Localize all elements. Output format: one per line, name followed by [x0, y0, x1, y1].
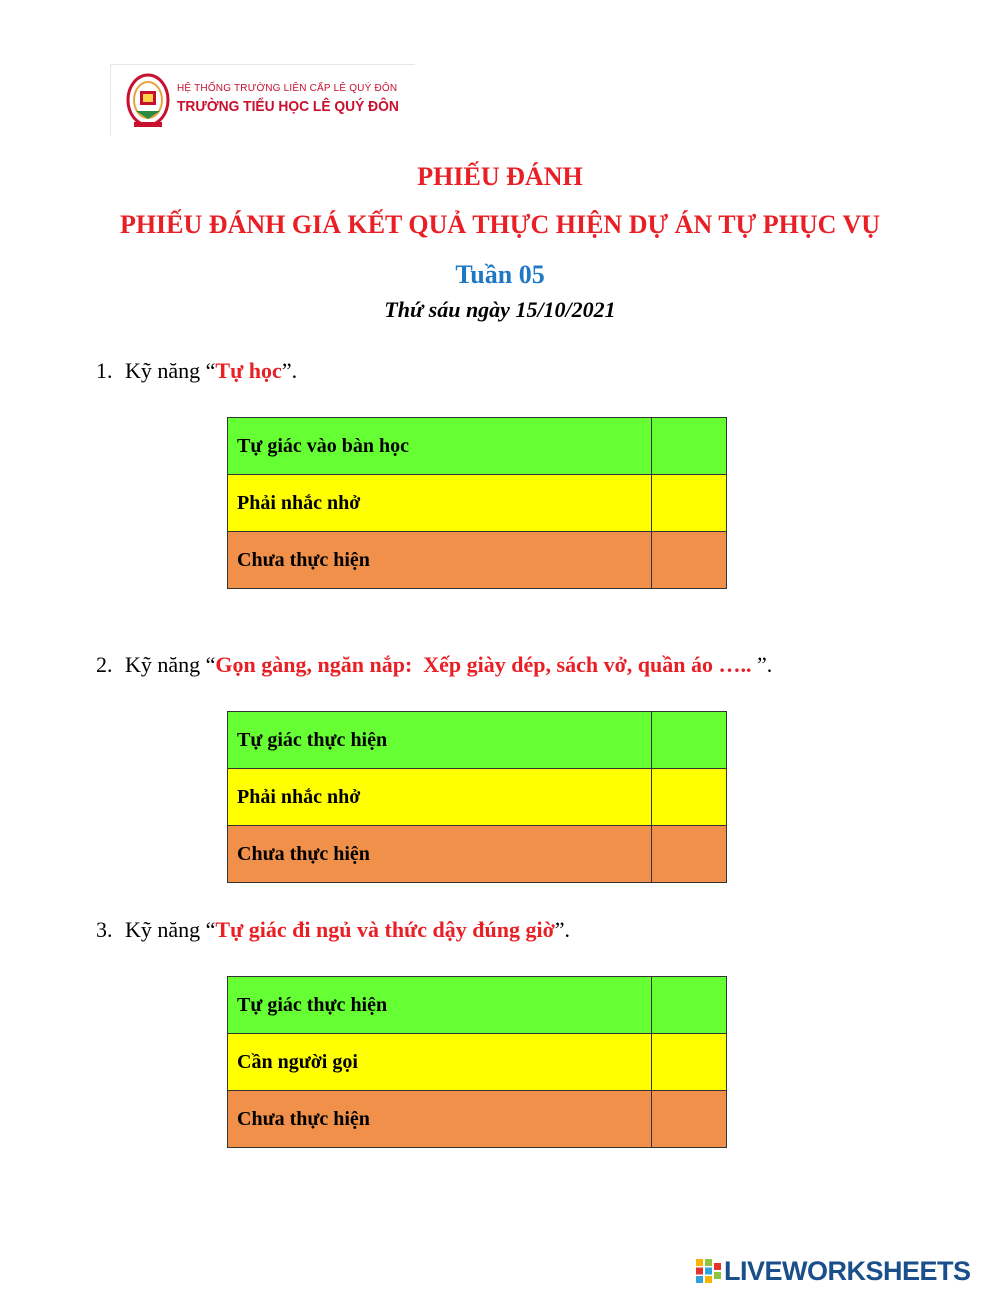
- table-row: [228, 712, 727, 769]
- rating-answer-cell[interactable]: [652, 712, 727, 769]
- table-row: [228, 475, 727, 532]
- school-seal-icon: [126, 73, 170, 131]
- rating-label: Tự giác thực hiện: [228, 712, 652, 769]
- school-logo: [110, 64, 415, 136]
- skill-suffix: ”.: [554, 917, 571, 942]
- table-row: [228, 826, 727, 883]
- rating-label: Chưa thực hiện: [228, 532, 652, 589]
- page-title-short: PHIẾU ĐÁNH: [417, 162, 583, 191]
- rating-label: Phải nhắc nhở: [228, 475, 652, 532]
- skill-name: Tự giác đi ngủ và thức dậy đúng giờ: [215, 917, 555, 942]
- rating-answer-cell[interactable]: [652, 418, 727, 475]
- skill-number: 2.: [96, 652, 113, 677]
- watermark-text: LIVEWORKSHEETS: [724, 1256, 971, 1286]
- table-row: [228, 418, 727, 475]
- rating-label: Chưa thực hiện: [228, 1091, 652, 1148]
- skill-name: Gọn gàng, ngăn nắp: Xếp giày dép, sách vở, quần áo …..: [215, 652, 752, 677]
- skill-prefix: Kỹ năng “: [125, 917, 216, 942]
- school-name: TRƯỜNG TIỂU HỌC LÊ QUÝ ĐÔN: [177, 98, 399, 115]
- week-label: Tuần 05: [455, 260, 545, 289]
- rating-answer-cell[interactable]: [652, 1034, 727, 1091]
- table-row: [228, 977, 727, 1034]
- rating-answer-cell[interactable]: [652, 977, 727, 1034]
- skill-suffix: ”.: [281, 358, 298, 383]
- school-system-name: HỆ THỐNG TRƯỜNG LIÊN CẤP LÊ QUÝ ĐÔN: [177, 83, 398, 94]
- table-row: [228, 1091, 727, 1148]
- rating-answer-cell[interactable]: [652, 1091, 727, 1148]
- skill-prefix: Kỹ năng “: [125, 652, 216, 677]
- rating-label: Tự giác thực hiện: [228, 977, 652, 1034]
- date-label: Thứ sáu ngày 15/10/2021: [384, 297, 616, 322]
- skill-heading: [96, 652, 772, 678]
- table-row: [228, 769, 727, 826]
- skill-name: Tự học: [215, 358, 282, 383]
- rating-label: Cần người gọi: [228, 1034, 652, 1091]
- page-title: PHIẾU ĐÁNH GIÁ KẾT QUẢ THỰC HIỆN DỰ ÁN TỰ PHỤC VỤ: [119, 210, 881, 239]
- rating-table: [227, 976, 727, 1148]
- liveworksheets-logo-icon: [696, 1259, 722, 1283]
- table-row: [228, 1034, 727, 1091]
- rating-answer-cell[interactable]: [652, 475, 727, 532]
- rating-label: Phải nhắc nhở: [228, 769, 652, 826]
- skill-number: 1.: [96, 358, 113, 383]
- rating-answer-cell[interactable]: [652, 532, 727, 589]
- skill-prefix: Kỹ năng “: [125, 358, 216, 383]
- rating-label: Tự giác vào bàn học: [228, 418, 652, 475]
- rating-table: [227, 417, 727, 589]
- skill-heading: [96, 358, 297, 384]
- skill-heading: [96, 917, 570, 943]
- rating-table: [227, 711, 727, 883]
- rating-label: Chưa thực hiện: [228, 826, 652, 883]
- table-row: [228, 532, 727, 589]
- rating-answer-cell[interactable]: [652, 769, 727, 826]
- skill-number: 3.: [96, 917, 113, 942]
- skill-suffix: ”.: [751, 652, 773, 677]
- rating-answer-cell[interactable]: [652, 826, 727, 883]
